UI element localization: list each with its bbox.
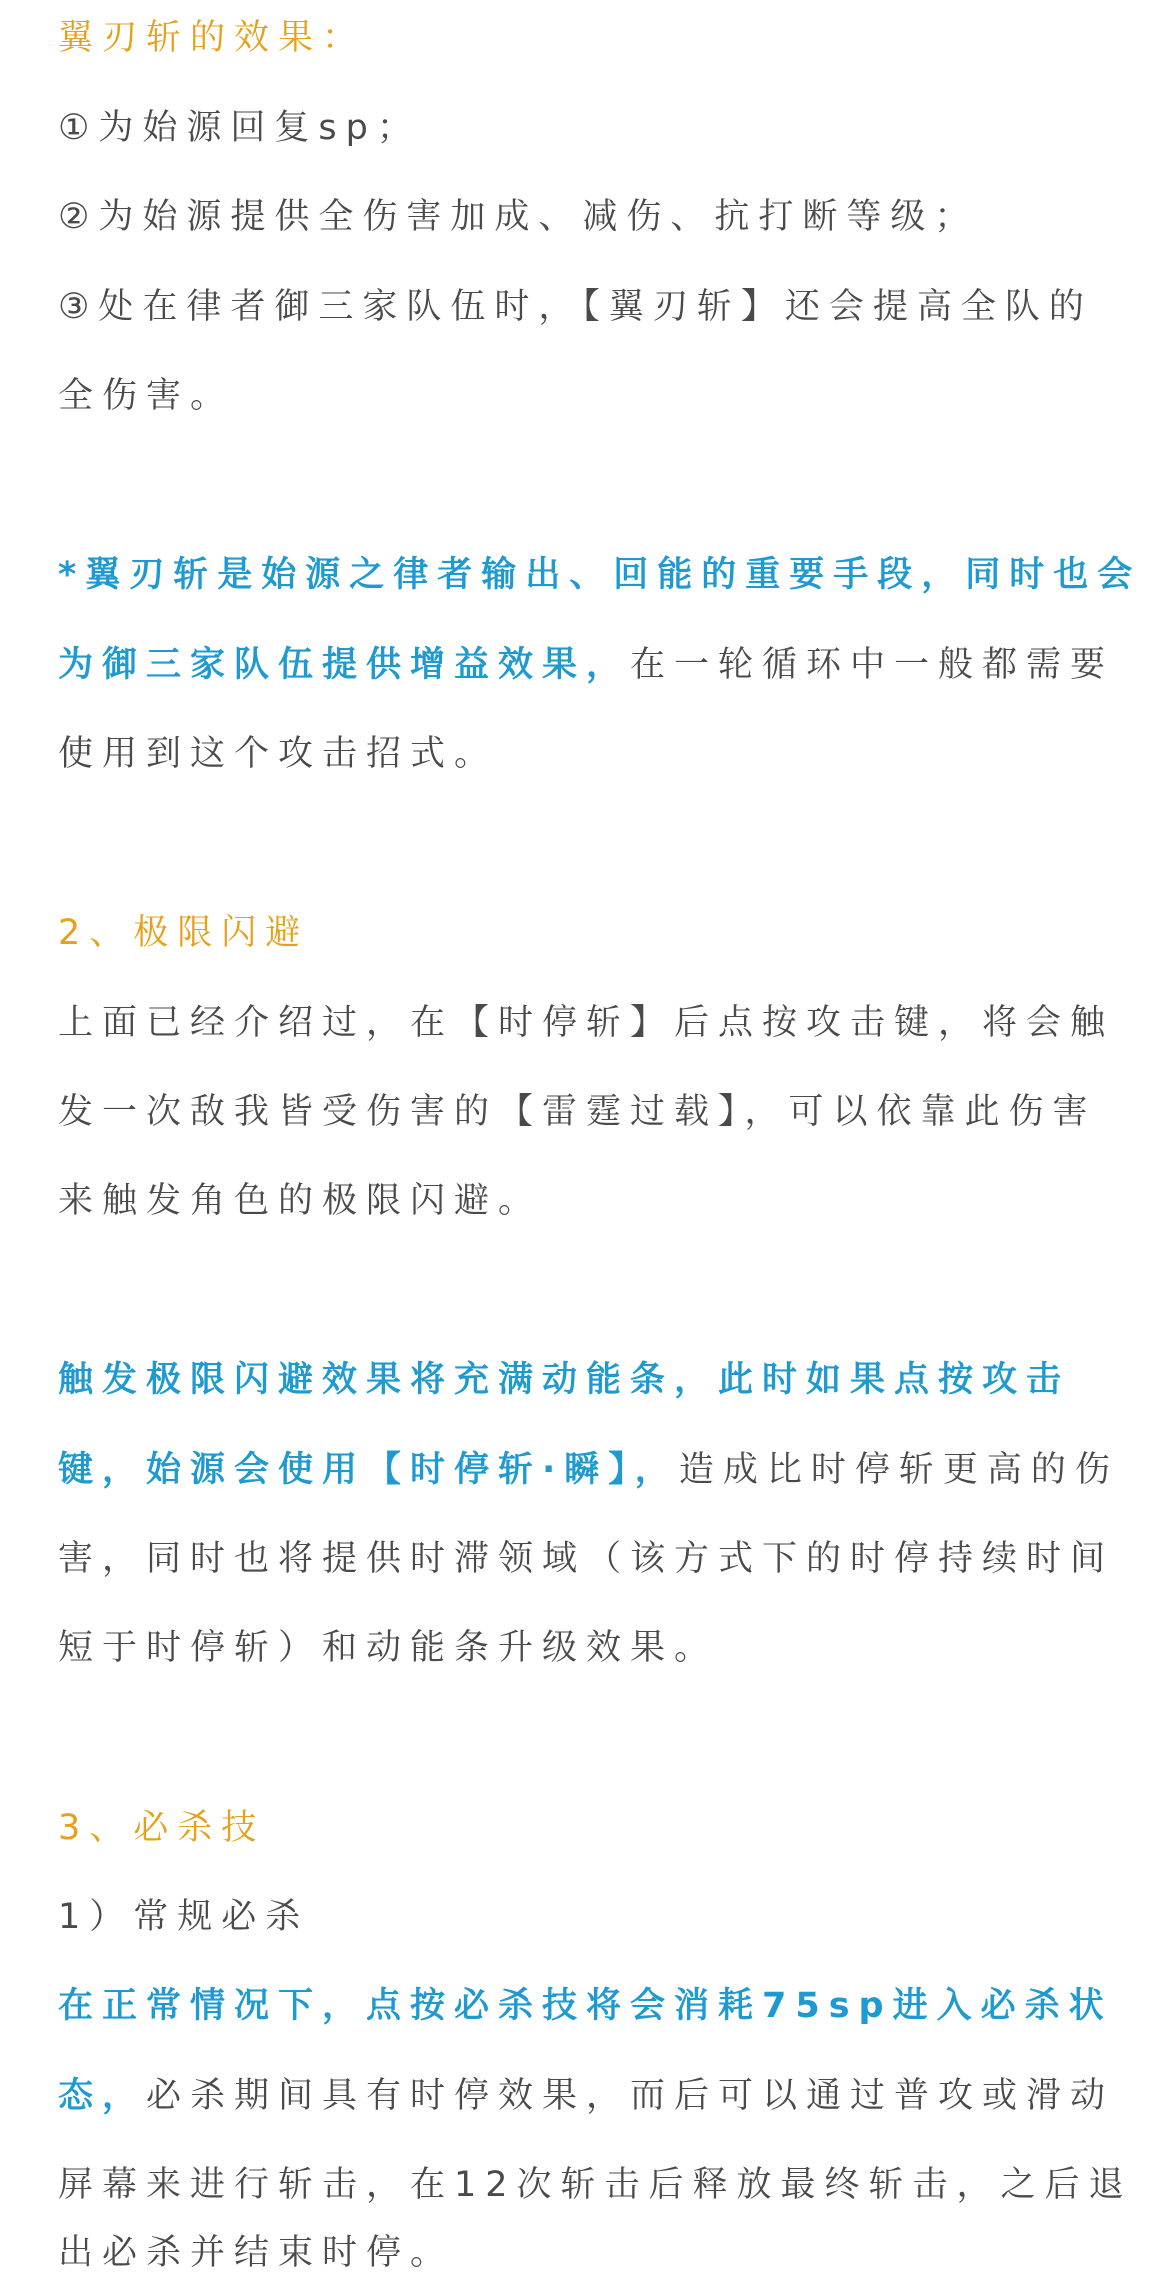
note-line-2-highlight: 为御三家队伍提供增益效果， [58,645,631,685]
section-2-p2-line-4: 短于时停斩）和动能条升级效果。 [58,1628,719,1668]
note-line-2 [58,641,1114,689]
effect-item-3-line-2: 全伤害。 [58,376,235,416]
section-2-p1-line-1: 上面已经介绍过，在【时停斩】后点按攻击键，将会触 [58,1003,1115,1043]
section-3-p1-line-3: 屏幕来进行斩击，在12次斩击后释放最终斩击，之后退 [58,2165,1133,2205]
effect-item-3-line-1: ③处在律者御三家队伍时，【翼刃斩】还会提高全队的 [58,287,1093,327]
section-2-p2-line-2-rest: 造成比时停斩更高的伤 [678,1450,1119,1490]
note-line-3: 使用到这个攻击招式。 [58,734,499,774]
section-2-p1-line-2: 发一次敌我皆受伤害的【雷霆过载】，可以依靠此伤害 [58,1092,1097,1132]
section-2-p2-line-2 [58,1446,1119,1494]
section-3-p1-line-2 [58,2072,1114,2120]
section-2-heading: 2、极限闪避 [58,913,310,953]
effect-heading: 翼刃斩的效果： [58,18,367,58]
section-3-p1-line-2-highlight: 态， [58,2076,147,2116]
section-2-p1-line-3: 来触发角色的极限闪避。 [58,1181,543,1221]
section-3-heading: 3、必杀技 [58,1808,266,1848]
section-2-p2-line-2-highlight: 键，始源会使用【时停斩·瞬】， [58,1450,679,1490]
effect-item-2: ②为始源提供全伤害加成、减伤、抗打断等级； [58,197,979,237]
section-3-p1-line-2-rest: 必杀期间具有时停效果，而后可以通过普攻或滑动 [146,2076,1115,2116]
section-3-p1-line-4: 出必杀并结束时停。 [58,2233,455,2273]
note-line-1: *翼刃斩是始源之律者输出、回能的重要手段，同时也会 [58,555,1142,595]
section-3-subheading: 1）常规必杀 [58,1897,310,1937]
section-2-p2-line-1: 触发极限闪避效果将充满动能条，此时如果点按攻击 [58,1360,1071,1400]
section-2-p2-line-3: 害，同时也将提供时滞领域（该方式下的时停持续时间 [58,1539,1115,1579]
effect-item-1: ①为始源回复sp； [58,108,421,148]
note-line-2-rest: 在一轮循环中一般都需要 [630,645,1115,685]
section-3-p1-line-1: 在正常情况下，点按必杀技将会消耗75sp进入必杀状 [58,1986,1113,2026]
